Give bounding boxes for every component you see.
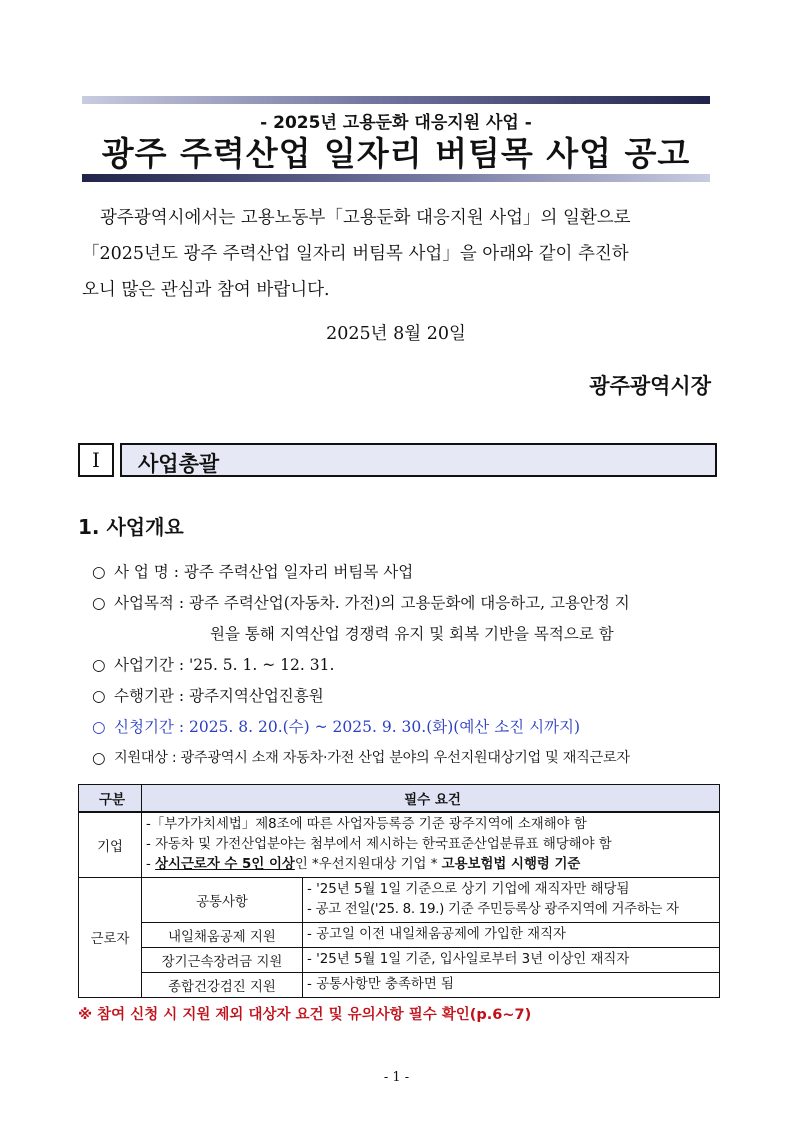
overview-item-text: 신청기간 : 2025. 8. 20.(수) ~ 2025. 9. 30.(화)(예산 소진 시까지) xyxy=(114,718,581,736)
overview-item-text: 수행기관 : 광주지역산업진흥원 xyxy=(114,687,324,705)
overview-item-text-continued: 원을 통해 지역산업 경쟁력 유지 및 회복 기반을 목적으로 함 xyxy=(210,625,614,643)
table-header-requirements: 필수 요건 xyxy=(142,785,720,813)
table-cell-sub-label: 장기근속장려금 지원 xyxy=(142,948,303,973)
emphasis-law-reference: 고용보험법 시행령 기준 xyxy=(441,857,581,872)
table-row-worker-longterm xyxy=(79,948,720,973)
overview-item-name xyxy=(92,560,722,591)
section-title: 사업총괄 xyxy=(138,452,220,476)
overview-item-application-period xyxy=(92,715,722,746)
table-cell-sub-label: 공통사항 xyxy=(142,878,303,923)
requirement-line: - 공고일 이전 내일채움공제에 가입한 재직자 xyxy=(307,927,566,942)
table-cell-company-requirements xyxy=(142,812,720,878)
header-top-bar xyxy=(82,96,710,104)
circle-bullet-icon: ○ xyxy=(92,656,106,674)
table-row-worker-common xyxy=(79,878,720,923)
overview-item-agency xyxy=(92,684,722,715)
requirement-line: - 공통사항만 충족하면 됨 xyxy=(307,977,454,992)
circle-bullet-icon: ○ xyxy=(92,594,106,612)
overview-item-text: 지원대상 : 광주광역시 소재 자동차·가전 산업 분야의 우선지원대상기업 및 재직근로자 xyxy=(114,750,630,766)
table-row-worker-savings xyxy=(79,923,720,948)
table-row-worker-health xyxy=(79,973,720,998)
section-number: Ⅰ xyxy=(78,443,114,477)
overview-item-text: 사업목적 : 광주 주력산업(자동차. 가전)의 고용둔화에 대응하고, 고용안정 지 xyxy=(114,594,630,612)
table-cell-worker-label: 근로자 xyxy=(79,878,142,998)
table-cell-company-label: 기업 xyxy=(79,812,142,878)
table-cell-requirements xyxy=(303,948,720,973)
overview-item-period xyxy=(92,653,722,684)
table-header-row xyxy=(79,785,720,813)
company-requirement-line xyxy=(146,855,719,875)
announcement-date: 2025년 8월 20일 xyxy=(326,324,466,344)
section-heading xyxy=(120,443,717,477)
overview-item-target xyxy=(92,746,722,777)
intro-line-1: 광주광역시에서는 고용노동부「고용둔화 대응지원 사업」의 일환으로 xyxy=(100,208,631,228)
requirements-table xyxy=(78,784,720,998)
circle-bullet-icon: ○ xyxy=(92,563,106,581)
overview-item-text: 사업기간 : '25. 5. 1. ~ 12. 31. xyxy=(114,656,335,674)
document-subtitle: - 2025년 고용둔화 대응지원 사업 - xyxy=(260,113,532,133)
subsection-heading: 1. 사업개요 xyxy=(78,515,184,539)
company-requirement-line: - 자동차 및 가전산업분야는 첨부에서 제시하는 한국표준산업분류표 해당해야 함 xyxy=(146,837,612,852)
intro-line-2: 「2025년도 광주 주력산업 일자리 버팀목 사업」을 아래와 같이 추진하 xyxy=(82,244,629,264)
circle-bullet-icon: ○ xyxy=(92,749,106,767)
requirement-line: - '25년 5월 1일 기준으로 상기 기업에 재직자만 해당됨 xyxy=(307,882,630,897)
important-note: ※ 참여 신청 시 지원 제외 대상자 요건 및 유의사항 필수 확인(p.6~7) xyxy=(78,1007,532,1023)
overview-item-purpose xyxy=(92,591,722,653)
company-requirement-line: -「부가가치세법」제8조에 따른 사업자등록증 기준 광주지역에 소재해야 함 xyxy=(146,817,587,832)
circle-bullet-icon: ○ xyxy=(92,687,106,705)
table-header-category: 구분 xyxy=(79,785,142,813)
line-middle: 인 *우선지원대상 기업 * xyxy=(294,857,442,872)
line-prefix: - xyxy=(146,857,156,872)
page-number: - 1 - xyxy=(383,1070,410,1085)
circle-bullet-icon: ○ xyxy=(92,718,106,736)
table-row-company xyxy=(79,812,720,878)
document-title: 광주 주력산업 일자리 버팀목 사업 공고 xyxy=(101,134,691,173)
requirement-line: - '25년 5월 1일 기준, 입사일로부터 3년 이상인 재직자 xyxy=(307,952,630,967)
intro-line-3: 오니 많은 관심과 참여 바랍니다. xyxy=(82,280,330,300)
table-cell-requirements xyxy=(303,973,720,998)
requirement-line: - 공고 전일('25. 8. 19.) 기준 주민등록상 광주지역에 거주하는 자 xyxy=(307,902,679,917)
issuer-name: 광주광역시장 xyxy=(589,373,711,398)
table-cell-requirements xyxy=(303,878,720,923)
header-bottom-bar xyxy=(82,174,710,182)
table-cell-requirements xyxy=(303,923,720,948)
overview-list xyxy=(92,560,722,777)
intro-paragraph xyxy=(82,200,712,308)
table-cell-sub-label: 내일채움공제 지원 xyxy=(142,923,303,948)
table-cell-sub-label: 종합건강검진 지원 xyxy=(142,973,303,998)
emphasis-employee-count: 상시근로자 수 5인 이상 xyxy=(155,857,295,872)
overview-item-text: 사 업 명 : 광주 주력산업 일자리 버팀목 사업 xyxy=(114,563,414,581)
